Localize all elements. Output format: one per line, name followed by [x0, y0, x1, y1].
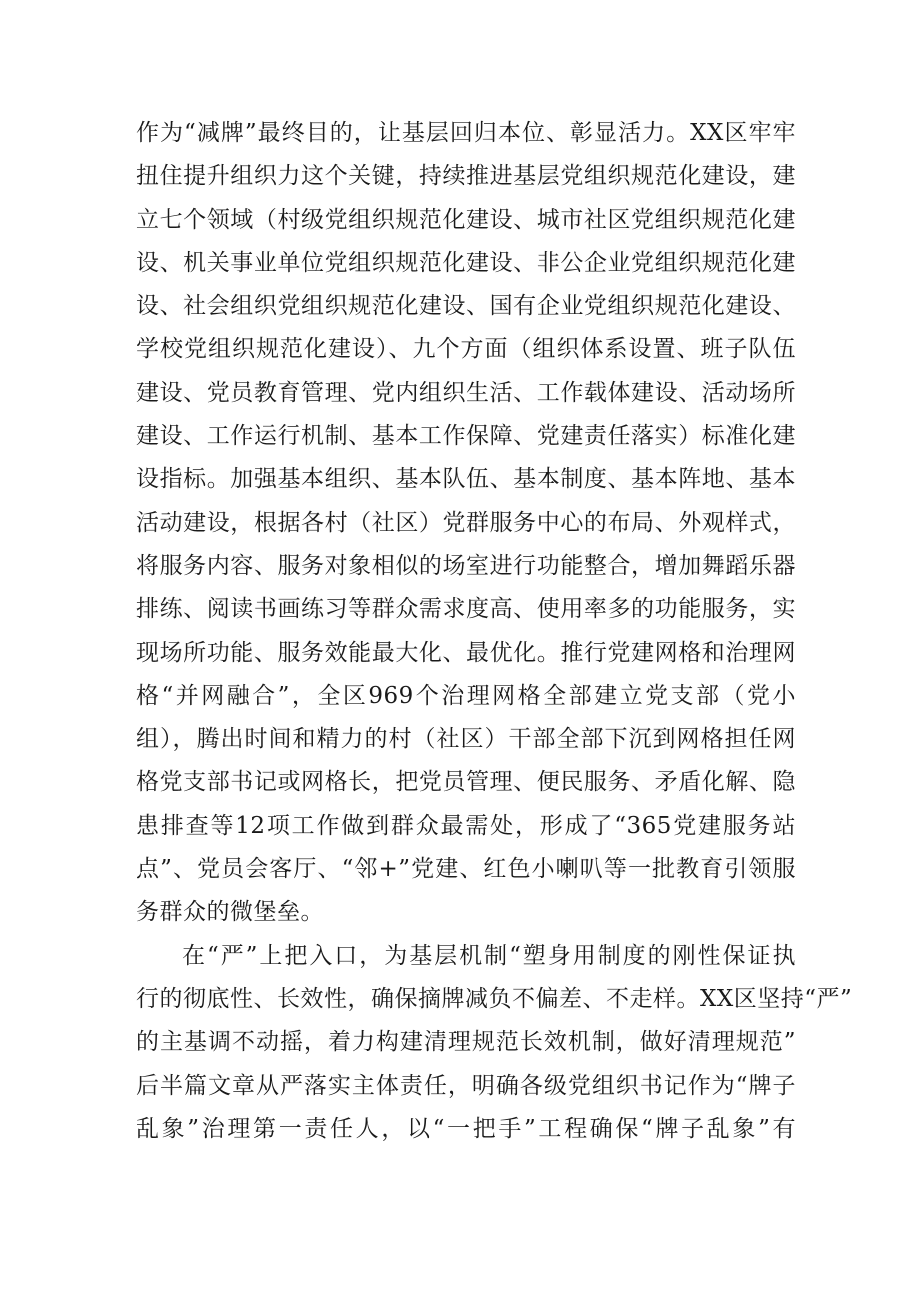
text-line: 现场所功能、服务效能最大化、最优化。推行党建网格和治理网	[136, 639, 796, 666]
text-line: 活动建设，根据各村（社区）党群服务中心的布局、外观样式，	[136, 509, 796, 536]
text-line: 排练、阅读书画练习等群众需求度高、使用率多的功能服务，实	[136, 596, 796, 623]
text-line: 组），腾出时间和精力的村（社区）干部全部下沉到网格担任网	[136, 726, 796, 753]
text-line: 格“并网融合”，全区969个治理网格全部建立党支部（党小	[136, 682, 796, 709]
text-line: 扭住提升组织力这个关键，持续推进基层党组织规范化建设，建	[136, 163, 796, 190]
text-line: 行的彻底性、长效性，确保摘牌减负不偏差、不走样。XX区坚持“严”	[136, 985, 853, 1012]
text-line: 将服务内容、服务对象相似的场室进行功能整合，增加舞蹈乐器	[136, 552, 796, 579]
body-text	[136, 112, 853, 1151]
text-line: 患排查等12项工作做到群众最需处，形成了“365党建服务站	[136, 812, 796, 839]
text-line: 的主基调不动摇，着力构建清理规范长效机制，做好清理规范”	[136, 1029, 796, 1056]
text-line: 格党支部书记或网格长，把党员管理、便民服务、矛盾化解、隐	[136, 769, 796, 796]
text-line-paragraph-start: 在“严”上把入口，为基层机制“塑身用制度的刚性保证执	[182, 942, 796, 969]
text-line: 建设、党员教育管理、党内组织生活、工作载体建设、活动场所	[136, 379, 796, 406]
text-line: 后半篇文章从严落实主体责任，明确各级党组织书记作为“牌子	[136, 1072, 796, 1099]
text-line: 作为“减牌”最终目的，让基层回归本位、彰显活力。XX区牢牢	[136, 120, 796, 146]
text-line: 设、社会组织党组织规范化建设、国有企业党组织规范化建设、	[136, 293, 796, 320]
text-line: 设指标。加强基本组织、基本队伍、基本制度、基本阵地、基本	[136, 466, 796, 493]
text-line: 乱象”治理第一责任人，以“一把手”工程确保“牌子乱象”有	[136, 1115, 796, 1142]
text-line: 立七个领域（村级党组织规范化建设、城市社区党组织规范化建	[136, 206, 796, 233]
text-line: 点”、党员会客厅、“邻+”党建、红色小喇叭等一批教育引领服	[136, 856, 796, 883]
text-line: 务群众的微堡垒。	[136, 899, 324, 926]
text-line: 学校党组织规范化建设）、九个方面（组织体系设置、班子队伍	[136, 336, 796, 363]
text-line: 建设、工作运行机制、基本工作保障、党建责任落实）标准化建	[136, 423, 796, 450]
text-line: 设、机关事业单位党组织规范化建设、非公企业党组织规范化建	[136, 249, 796, 276]
